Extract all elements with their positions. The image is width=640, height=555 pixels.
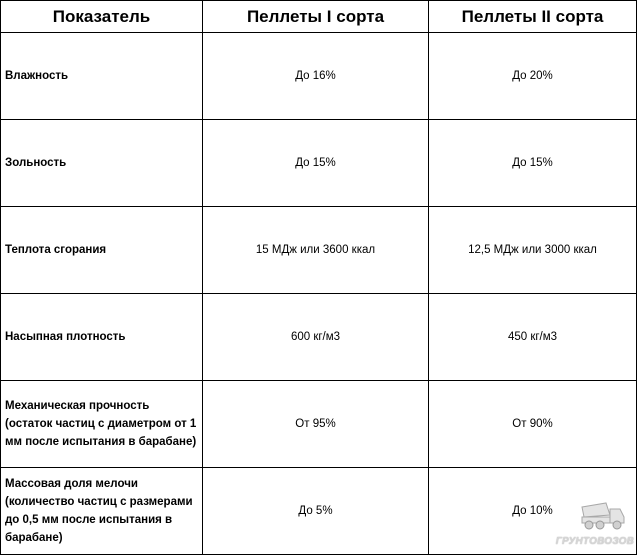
header-grade-2: Пеллеты II сорта (429, 1, 637, 33)
row-grade-1-value: До 16% (203, 33, 429, 120)
table-row (1, 207, 637, 294)
row-grade-1-value: 15 МДж или 3600 ккал (203, 207, 429, 294)
row-grade-1-value: 600 кг/м3 (203, 294, 429, 381)
row-parameter: Механическая прочность (остаток частиц с диаметром от 1 мм после испытания в барабане) (1, 381, 203, 468)
row-grade-1-value: До 15% (203, 120, 429, 207)
row-grade-1-value: До 5% (203, 468, 429, 555)
row-parameter: Зольность (1, 120, 203, 207)
watermark-text: ГРУНТОВОЗОВ (555, 536, 634, 547)
table-row (1, 468, 637, 555)
header-grade-1: Пеллеты I сорта (203, 1, 429, 33)
row-grade-2-value: До 20% (429, 33, 637, 120)
table-row (1, 294, 637, 381)
table-row (1, 120, 637, 207)
row-grade-2-value: До 15% (429, 120, 637, 207)
row-grade-1-value: От 95% (203, 381, 429, 468)
row-parameter: Влажность (1, 33, 203, 120)
row-grade-2-value: От 90% (429, 381, 637, 468)
row-grade-2-value: 12,5 МДж или 3000 ккал (429, 207, 637, 294)
row-parameter: Массовая доля мелочи (количество частиц с размерами до 0,5 мм после испытания в барабане) (1, 468, 203, 555)
dump-truck-icon (580, 501, 626, 531)
header-parameter: Показатель (1, 1, 203, 33)
row-parameter: Насыпная плотность (1, 294, 203, 381)
table-row (1, 381, 637, 468)
watermark-logo (555, 501, 634, 547)
row-grade-2-value: 450 кг/м3 (429, 294, 637, 381)
table-row (1, 33, 637, 120)
row-grade-2-value: До 10% (429, 468, 637, 555)
row-parameter: Теплота сгорания (1, 207, 203, 294)
table-header-row (1, 1, 637, 33)
